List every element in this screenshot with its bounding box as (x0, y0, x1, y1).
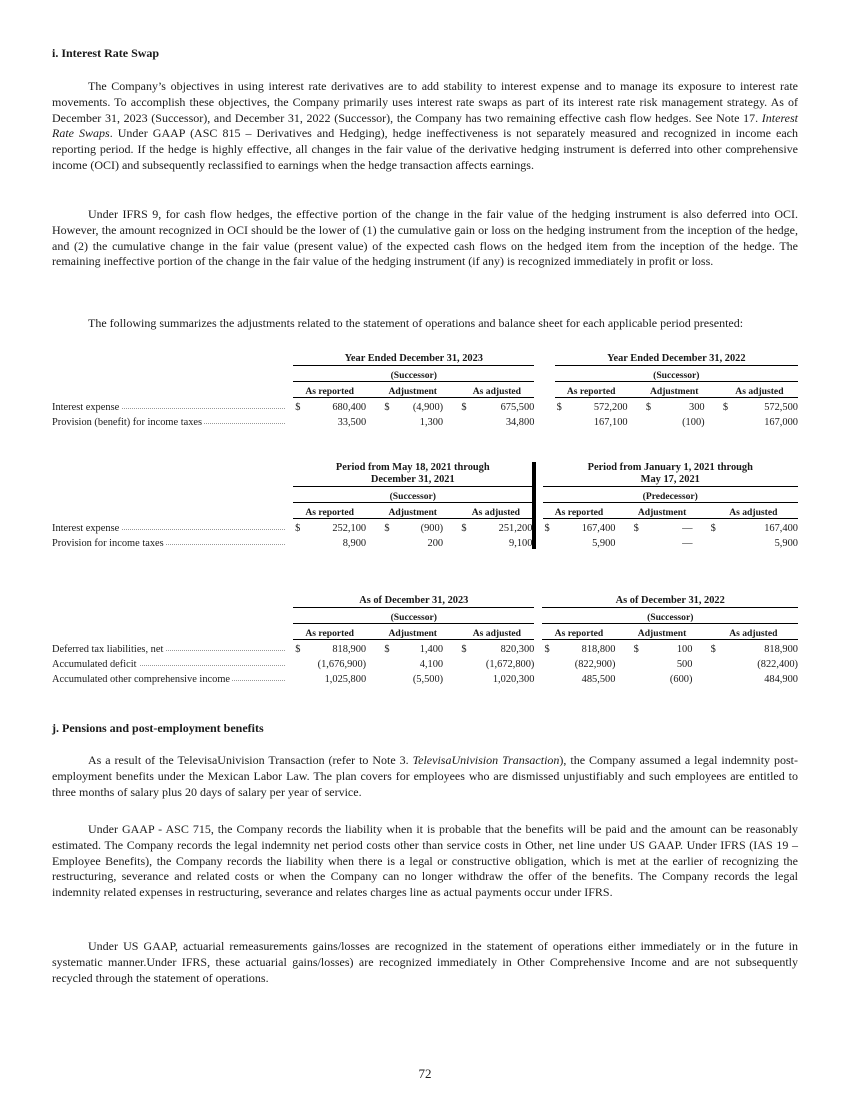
column-header: As reported (555, 382, 628, 398)
cell-value: 33,500 (337, 417, 367, 428)
cell-value: 252,100 (332, 523, 367, 534)
cell-value: 300 (689, 402, 705, 413)
status-label: (Successor) (542, 608, 798, 624)
column-header: As adjusted (721, 382, 798, 398)
column-header: As adjusted (459, 624, 534, 640)
row-label: Provision for income taxes (52, 534, 287, 549)
section-j-heading: j. Pensions and post-employment benefits (52, 721, 264, 735)
column-header: As reported (293, 503, 366, 519)
section-i-paragraph-1: The Company’s objectives in using interest rate derivatives are to add stability to interest expense and to manage its exposure to interest rate movements. To accomplish these objectives, the Company primarily uses interest rate swaps as part of its interest rate risk management strategy. As of December 31, 2023 (Successor), and December 31, 2022 (Successor), the Company has two remaining effective cash flow hedges. See Note 17. Interest Rate Swaps. Under GAAP (ASC 815 – Derivatives and Hedging), hedge ineffectiveness is not separately measured and recognized in income each reporting period. If the hedge is highly effective, all changes in the fair value of the derivative hedging instrument is deferred into other comprehensive income (OCI) and subsequently reclassified to earnings when the hedge transaction affects earnings. (52, 79, 798, 172)
table-operations-2021 (52, 462, 798, 549)
status-label: (Predecessor) (543, 487, 798, 503)
period-header: As of December 31, 2023 (293, 592, 534, 608)
row-label: Interest expense (52, 519, 287, 535)
cell-value: (822,900) (574, 659, 616, 670)
cell-value: 572,500 (764, 402, 798, 413)
column-header: As adjusted (709, 503, 798, 519)
status-label: (Successor) (293, 366, 534, 382)
cell-value: 167,100 (593, 417, 628, 428)
cell-value: 818,800 (581, 644, 616, 655)
cell-value: — (682, 523, 693, 534)
cell-value: (5,500) (412, 674, 444, 685)
period-header: Year Ended December 31, 2022 (555, 350, 798, 366)
status-label: (Successor) (293, 487, 534, 503)
column-header: Adjustment (632, 503, 693, 519)
period-header: Period from January 1, 2021 through May 17, 2021 (587, 462, 753, 485)
table-row (52, 534, 798, 549)
cell-value: — (682, 538, 693, 549)
cell-value: 1,400 (419, 644, 444, 655)
cell-value: 675,500 (500, 402, 535, 413)
cell-value: (822,400) (757, 659, 798, 670)
cell-value: (4,900) (412, 402, 444, 413)
column-header: Adjustment (644, 382, 705, 398)
cell-value: 34,800 (505, 417, 535, 428)
period-header: Period from May 18, 2021 through December 31, 2021 (335, 462, 490, 485)
cell-value: (1,672,800) (485, 659, 535, 670)
cell-value: 680,400 (332, 402, 367, 413)
column-header: As reported (542, 624, 615, 640)
cell-value: (100) (682, 417, 705, 428)
row-label: Accumulated deficit (52, 655, 287, 670)
table-row (52, 655, 798, 670)
cell-value: 572,200 (593, 402, 628, 413)
cell-value: 251,200 (498, 523, 533, 534)
cell-value: 820,300 (500, 644, 535, 655)
section-j-paragraph-3: Under US GAAP, actuarial remeasurements gains/losses are recognized in the statement of operations either immediately or in the future in systematic manner.Under IFRS, these actuarial gains/losses) are recognized immediately in Other Comprehensive Income and are not subsequently recycled through the statement of operations. (52, 939, 798, 985)
cell-value: 167,400 (581, 523, 616, 534)
column-header: As adjusted (459, 382, 534, 398)
column-header: Adjustment (382, 503, 443, 519)
column-header: As reported (293, 382, 366, 398)
cell-value: 485,500 (581, 674, 616, 685)
table-row: Deferred tax liabilities, net $ 818,900 $ 1,400 $ 820,300 $ 818,800 $ 100 $ 818,900 (52, 640, 798, 656)
section-i-paragraph-2: Under IFRS 9, for cash flow hedges, the effective portion of the change in the fair value of the hedging instrument is also deferred into OCI. However, the amount recognized in OCI should be the lower of (1) the cumulative gain or loss on the hedging instrument from the inception of the hedge, and (2) the cumulative change in the fair value (present value) of the expected cash flows on the hedged item from the inception of the hedge. The remaining ineffective portion of the change in the fair value of the hedging instrument (if any) is recognized immediately in profit or loss. (52, 207, 798, 269)
status-label: (Successor) (555, 366, 798, 382)
cell-value: 5,900 (592, 538, 616, 549)
row-label: Interest expense (52, 398, 287, 414)
cell-value: (600) (669, 674, 693, 685)
section-j-paragraph-1: As a result of the TelevisaUnivision Transaction (refer to Note 3. TelevisaUnivision Transaction), the Company assumed a legal indemnity post-employment benefits under the Mexican Labor Law. The plan covers for employees who are dismissed unjustifiably and such employees are entitled to three months of salary plus 20 days of salary per year of service. (52, 753, 798, 799)
cell-value: 200 (427, 538, 444, 549)
section-j-paragraph-2: Under GAAP - ASC 715, the Company records the liability when it is probable that the benefits will be paid and the amount can be reasonably estimated. The Company records the legal indemnity net period costs other than service costs in Other, net line under US GAAP. Under IFRS (IAS 19 – Employee Benefits), the Company records the liability when there is a legal or constructive obligation, which is met at the earlier of recognizing the restructuring, severance and related costs or when the Company can no longer withdraw the offer of the benefits. The Company records the legal indemnity related expenses in restructuring, severance and relates charges line as actual payments occur under IFRS. (52, 822, 798, 900)
cell-value: 8,900 (342, 538, 367, 549)
cell-value: 500 (676, 659, 693, 670)
cell-value: 484,900 (764, 674, 798, 685)
table-row: Interest expense $ 680,400 $ (4,900) $ 675,500 $ 572,200 $ 300 $ 572,500 (52, 398, 798, 414)
column-header: As adjusted (459, 503, 534, 519)
period-header: As of December 31, 2022 (542, 592, 798, 608)
cell-value: (900) (420, 523, 444, 534)
cell-value: 1,020,300 (492, 674, 535, 685)
cell-value: 818,900 (332, 644, 367, 655)
row-label: Accumulated other comprehensive income (52, 670, 287, 685)
table-balance-sheet (52, 592, 798, 685)
section-i-heading: i. Interest Rate Swap (52, 46, 160, 60)
row-label: Provision (benefit) for income taxes (52, 413, 287, 428)
cell-value: 167,000 (764, 417, 798, 428)
table-row (52, 670, 798, 685)
column-header: As reported (293, 624, 366, 640)
cell-value: 4,100 (419, 659, 444, 670)
cell-value: 1,300 (419, 417, 444, 428)
section-i-paragraph-3: The following summarizes the adjustments related to the statement of operations and balance sheet for each applicable period presented: (88, 316, 744, 330)
page-number: 72 (418, 1066, 432, 1081)
status-label: (Successor) (293, 608, 534, 624)
column-header: Adjustment (632, 624, 693, 640)
cell-value: 5,900 (774, 538, 798, 549)
table-row (52, 413, 798, 428)
column-header: As reported (543, 503, 616, 519)
period-header: Year Ended December 31, 2023 (293, 350, 534, 366)
cell-value: 167,400 (764, 523, 798, 534)
column-header: As adjusted (709, 624, 798, 640)
table-row: Interest expense $ 252,100 $ (900) $ 251,200 $ 167,400 $ — $ 167,400 (52, 519, 798, 535)
cell-value: 100 (676, 644, 693, 655)
column-header: Adjustment (382, 624, 443, 640)
cell-value: (1,676,900) (317, 659, 367, 670)
table-operations-2023-2022 (52, 350, 798, 428)
row-label: Deferred tax liabilities, net (52, 640, 287, 656)
cell-value: 1,025,800 (324, 674, 367, 685)
column-header: Adjustment (382, 382, 443, 398)
cell-value: 818,900 (764, 644, 798, 655)
cell-value: 9,100 (509, 538, 533, 549)
